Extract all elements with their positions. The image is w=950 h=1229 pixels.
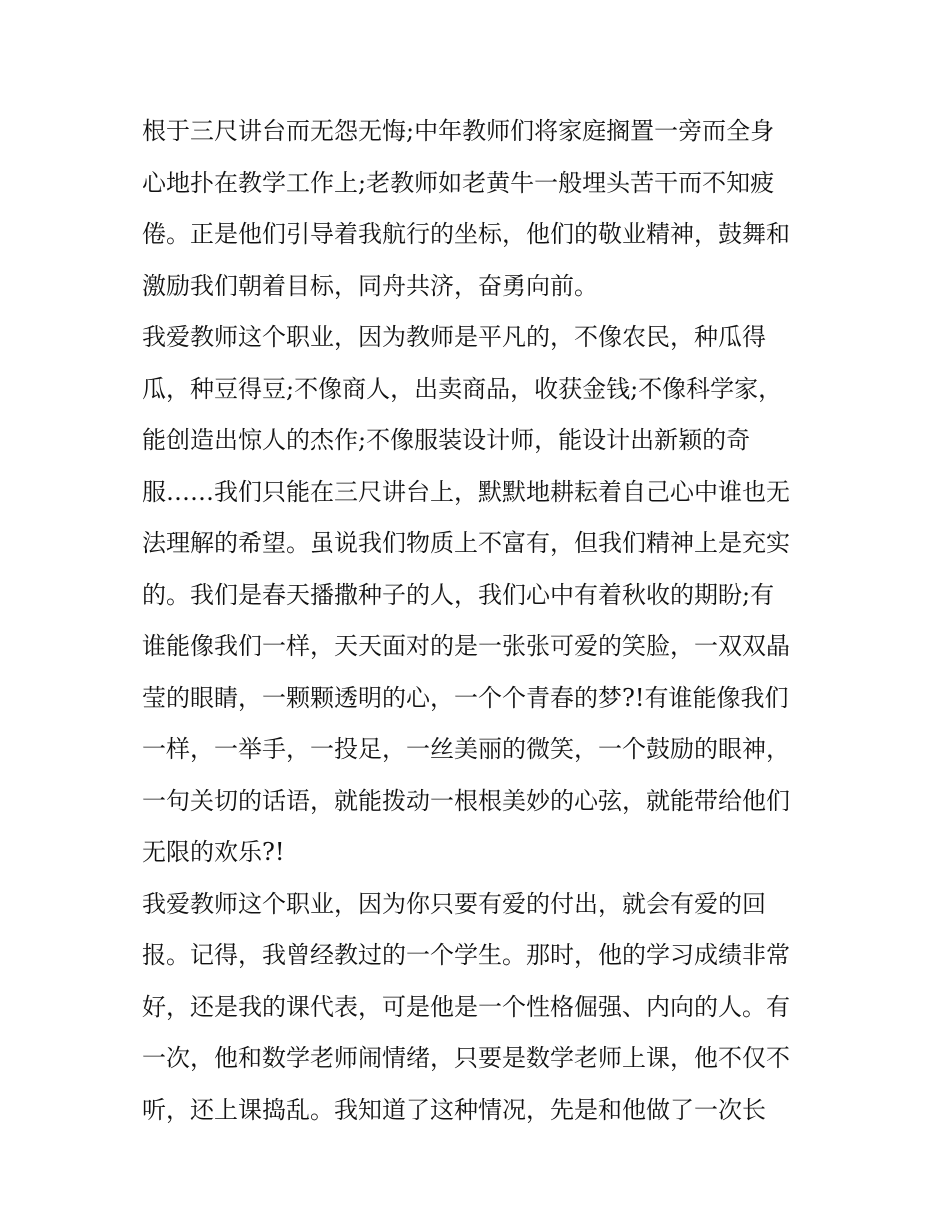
text-line: 的。我们是春天播撒种子的人，我们心中有着秋收的期盼;有 bbox=[142, 580, 775, 609]
text-line: 瓜，种豆得豆;不像商人，出卖商品，收获金钱;不像科学家， bbox=[142, 374, 783, 403]
text-line: 服……我们只能在三尺讲台上，默默地耕耘着自己心中谁也无 bbox=[142, 477, 790, 506]
text-line: 根于三尺讲台而无怨无悔;中年教师们将家庭搁置一旁而全身 bbox=[142, 117, 775, 145]
text-line: 一句关切的话语，就能拨动一根根美妙的心弦，就能带给他们 bbox=[142, 786, 790, 815]
text-line: 心地扑在教学工作上;老教师如老黄牛一般埋头苦干而不知疲 bbox=[142, 168, 775, 197]
text-line: 能创造出惊人的杰作;不像服装设计师，能设计出新颖的奇 bbox=[142, 426, 751, 454]
text-line: 无限的欢乐?! bbox=[142, 838, 285, 866]
text-line: 一样，一举手，一投足，一丝美丽的微笑，一个鼓励的眼神， bbox=[142, 735, 790, 763]
text-line: 听，还上课捣乱。我知道了这种情况，先是和他做了一次长 bbox=[142, 1095, 766, 1124]
text-line: 报。记得，我曾经教过的一个学生。那时，他的学习成绩非常 bbox=[142, 941, 790, 969]
text-line: 我爱教师这个职业，因为教师是平凡的，不像农民，种瓜得 bbox=[142, 323, 766, 351]
body-text bbox=[142, 106, 814, 1136]
text-line: 一次，他和数学老师闹情绪，只要是数学老师上课，他不仅不 bbox=[142, 1044, 790, 1072]
text-line: 倦。正是他们引导着我航行的坐标，他们的敬业精神，鼓舞和 bbox=[142, 220, 790, 248]
text-line: 法理解的希望。虽说我们物质上不富有，但我们精神上是充实 bbox=[142, 529, 790, 557]
text-line: 激励我们朝着目标，同舟共济，奋勇向前。 bbox=[142, 271, 598, 300]
text-line: 好，还是我的课代表，可是他是一个性格倔强、内向的人。有 bbox=[142, 992, 790, 1021]
text-line: 谁能像我们一样，天天面对的是一张张可爱的笑脸，一双双晶 bbox=[142, 632, 790, 660]
text-line: 莹的眼睛，一颗颗透明的心，一个个青春的梦?!有谁能像我们 bbox=[142, 683, 789, 712]
text-line: 我爱教师这个职业，因为你只要有爱的付出，就会有爱的回 bbox=[142, 889, 766, 918]
